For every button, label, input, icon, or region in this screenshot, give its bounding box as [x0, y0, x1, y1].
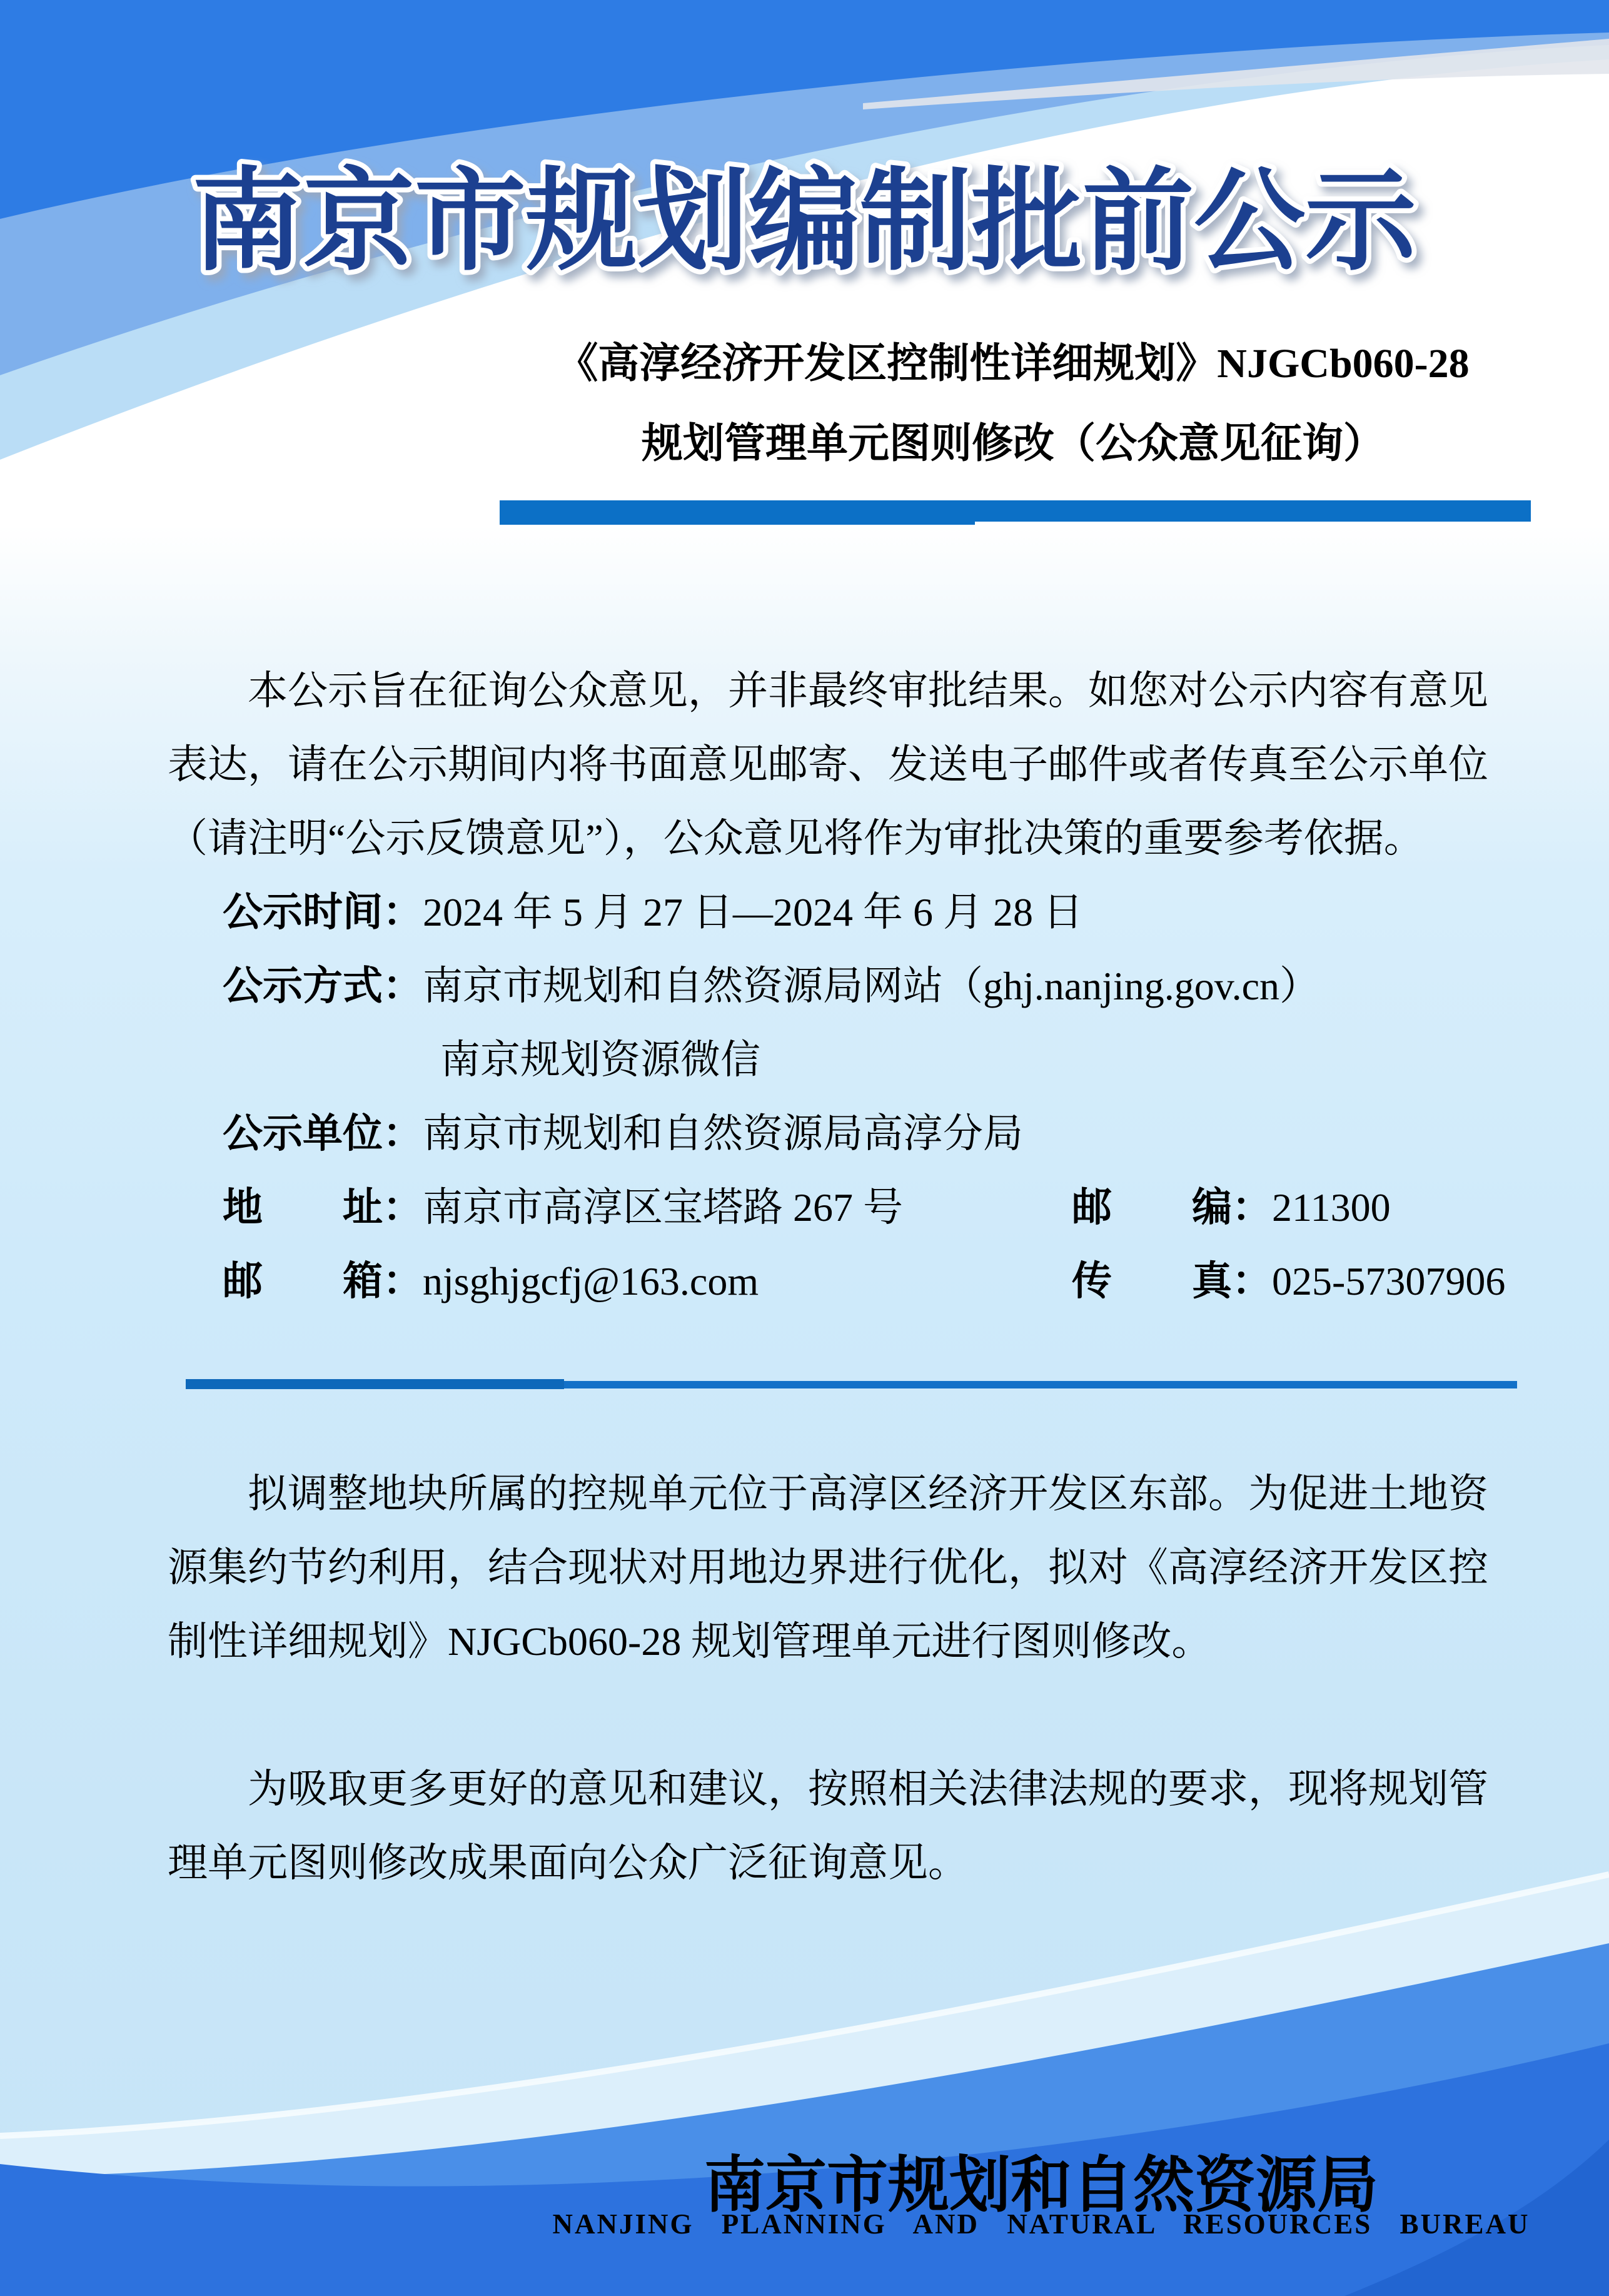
banner-title: 南京市规划编制批前公示 [192, 160, 1416, 284]
banner-title-art [0, 94, 1609, 344]
intro-line: 本公示旨在征询公众意见，并非最终审批结果。如您对公示内容有意见 [248, 669, 1488, 713]
subtitle-underline-bar [500, 500, 1531, 522]
section2-line: 源集约节约利用，结合现状对用地边界进行优化，拟对《高淳经济开发区控 [168, 1545, 1488, 1590]
bureau-name-en: NANJING PLANNING AND NATURAL RESOURCES BUREAU [552, 2208, 1530, 2240]
notice-row-time [168, 876, 1518, 949]
notice-body [168, 654, 1518, 1318]
zip-col [1072, 1171, 1391, 1245]
email-value: njsghjgcfj@163.com [423, 1259, 759, 1303]
section2-line: 拟调整地块所属的控规单元位于高淳区经济开发区东部。为促进土地资 [248, 1472, 1488, 1516]
intro-line: 表达，请在公示期间内将书面意见邮寄、发送电子邮件或者传真至公示单位 [168, 742, 1488, 787]
plan-description-body [168, 1457, 1518, 1900]
fax-value: 025-57307906 [1272, 1259, 1506, 1303]
email-label: 邮 箱： [223, 1259, 423, 1303]
method-label: 公示方式： [223, 964, 423, 1008]
zip-label: 邮 编： [1072, 1185, 1272, 1230]
subtitle-underline-step [500, 522, 975, 525]
address-value: 南京市高淳区宝塔路 267 号 [423, 1185, 903, 1230]
time-label: 公示时间： [223, 890, 423, 934]
notice-row-unit [168, 1097, 1518, 1171]
notice-row-method [168, 949, 1518, 1023]
bureau-name-cn: 南京市规划和自然资源局 [704, 2152, 1379, 2220]
unit-value: 南京市规划和自然资源局高淳分局 [423, 1111, 1023, 1156]
notice-row-address-zip [168, 1171, 1518, 1245]
notice-row-email-fax [168, 1245, 1518, 1318]
subtitle-line1: 《高淳经济开发区控制性详细规划》NJGCb060-28 [557, 341, 1470, 387]
subtitle-line2: 规划管理单元图则修改（公众意见征询） [642, 421, 1385, 467]
fax-col [1072, 1245, 1505, 1318]
method-value-wechat: 南京规划资源微信 [440, 1038, 760, 1082]
subtitle-block [488, 324, 1538, 484]
section2-line: 理单元图则修改成果面向公众广泛征询意见。 [168, 1841, 968, 1885]
section2-line: 为吸取更多更好的意见和建议，按照相关法律法规的要求，现将规划管 [248, 1767, 1488, 1811]
section2-line: 制性详细规划》NJGCb060-28 规划管理单元进行图则修改。 [168, 1619, 1212, 1664]
zip-value: 211300 [1272, 1185, 1391, 1230]
method-value: 南京市规划和自然资源局网站（ghj.nanjing.gov.cn） [423, 964, 1319, 1008]
fax-label: 传 真： [1072, 1259, 1272, 1303]
address-label: 地 址： [223, 1185, 423, 1230]
time-value: 2024 年 5 月 27 日—2024 年 6 月 28 日 [423, 890, 1083, 934]
section-divider-left-segment [186, 1379, 564, 1389]
unit-label: 公示单位： [223, 1111, 423, 1156]
section-divider-line [186, 1381, 1517, 1388]
footer-swoosh-art [0, 1846, 1609, 2296]
intro-line: （请注明“公示反馈意见”），公众意见将作为审批决策的重要参考依据。 [168, 816, 1424, 861]
notice-row-method2 [168, 1023, 1518, 1097]
